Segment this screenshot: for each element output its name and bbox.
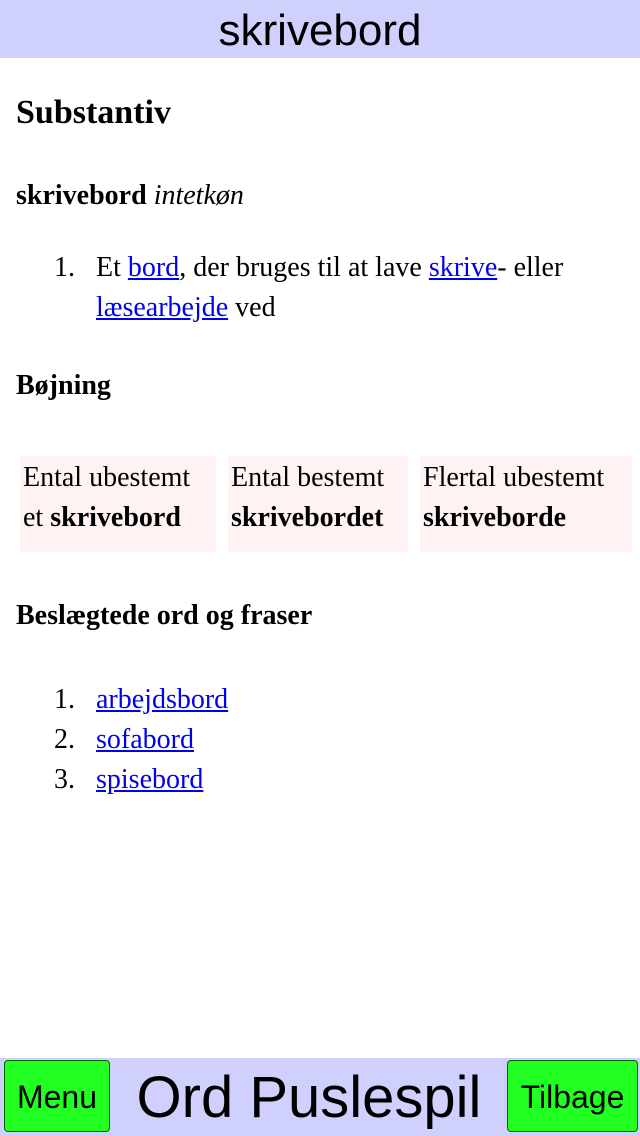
related-link-arbejdsbord[interactable]: arbejdsbord: [96, 684, 229, 715]
related-heading: Beslægtede ord og fraser: [16, 600, 313, 631]
inflection-form: skriveborde: [423, 502, 567, 533]
inflection-cell-singular-definite: [228, 456, 408, 552]
header-word: skrivebord: [218, 6, 422, 55]
definition-text-part: - eller: [497, 252, 564, 283]
definition-link-skrive[interactable]: skrive: [428, 252, 498, 283]
part-of-speech-heading: Substantiv: [16, 94, 171, 131]
definition-text-part: ved: [228, 292, 276, 323]
headword-line: [16, 180, 244, 212]
inflection-form: skrivebord: [50, 502, 181, 533]
header-bar: [0, 0, 640, 58]
inflection-label: Ental bestemt: [231, 462, 385, 493]
inflection-label: Ental ubestemt: [23, 462, 191, 493]
related-link-spisebord[interactable]: spisebord: [96, 764, 204, 795]
app-title: Ord Puslespil: [136, 1065, 482, 1130]
gender-label: intetkøn: [153, 180, 244, 211]
related-link-sofabord[interactable]: sofabord: [96, 724, 194, 755]
inflection-cell-plural-indefinite: [420, 456, 632, 552]
inflection-heading: Bøjning: [16, 370, 111, 401]
inflection-form-line: [423, 498, 632, 538]
inflection-cell-singular-indefinite: [20, 456, 216, 552]
inflection-form: skrivebordet: [231, 502, 384, 533]
menu-button[interactable]: Menu: [4, 1060, 110, 1132]
inflection-form-line: [23, 498, 216, 538]
inflection-label: Flertal ubestemt: [423, 462, 605, 493]
inflection-table: [20, 456, 632, 552]
definition-link-bord[interactable]: bord: [127, 252, 180, 283]
back-button[interactable]: Tilbage: [507, 1060, 638, 1132]
related-number: 3.: [54, 764, 75, 795]
definition-list: [54, 248, 594, 328]
definition-text-part: , der bruges til at lave: [179, 252, 429, 283]
inflection-article: et: [23, 502, 51, 533]
related-number: 2.: [54, 724, 75, 755]
related-number: 1.: [54, 684, 75, 715]
inflection-form-line: [231, 498, 408, 538]
definition-text-part: Et: [96, 252, 128, 283]
entry-content[interactable]: [0, 58, 640, 1058]
headword: skrivebord: [16, 180, 147, 211]
definition-link-laesearbejde[interactable]: læsearbejde: [96, 292, 229, 323]
footer-bar: [0, 1058, 640, 1136]
definition-text: [96, 248, 596, 328]
definition-number: 1.: [54, 252, 75, 283]
